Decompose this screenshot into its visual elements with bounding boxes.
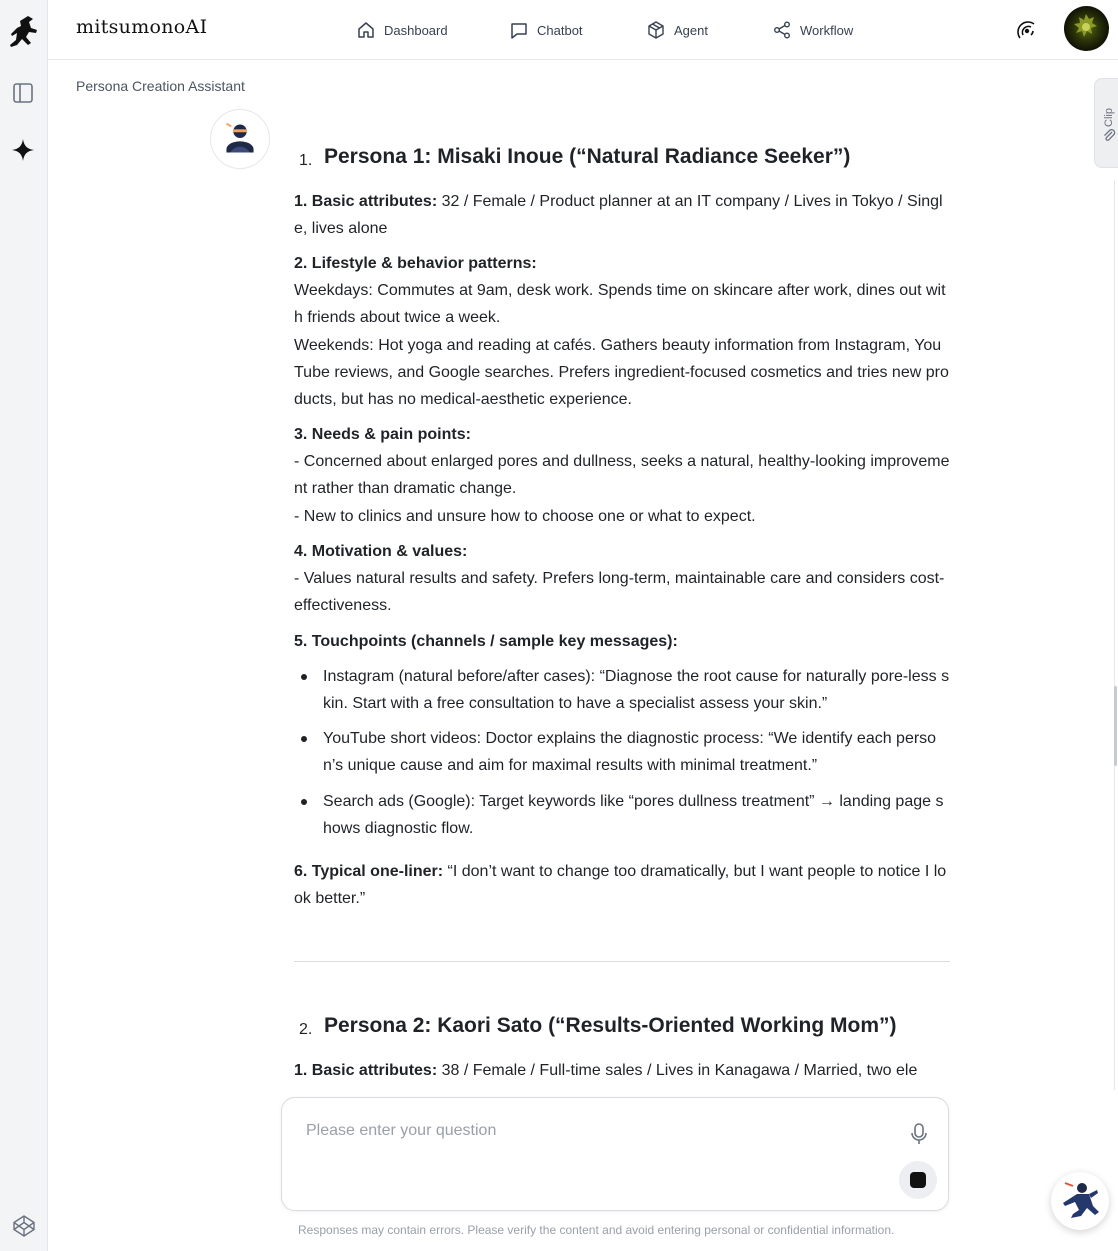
persona-number: 2. — [299, 1021, 313, 1038]
ninja-assistant-icon — [211, 110, 269, 168]
motivation-label — [294, 538, 950, 565]
needs-item: - Concerned about enlarged pores and dullness, seeks a natural, healthy-looking improvement rather than dramatic change. — [294, 453, 950, 498]
motivation-item: - Values natural results and safety. Prefers long-term, maintainable care and considers cost-effectiveness. — [294, 570, 945, 615]
question-input-placeholder[interactable]: Please enter your question — [306, 1122, 497, 1139]
divider — [294, 961, 950, 962]
ninja-mascot-icon — [1051, 1172, 1109, 1230]
section-label: 2. Lifestyle & behavior patterns: — [294, 255, 537, 272]
user-avatar[interactable] — [1064, 6, 1109, 51]
sparkle-icon[interactable] — [11, 138, 35, 162]
left-rail — [0, 0, 48, 1251]
sidebar-toggle-icon[interactable] — [12, 82, 34, 104]
home-icon — [356, 20, 376, 40]
nav-chatbot-label: Chatbot — [537, 22, 583, 38]
nav-agent-label: Agent — [674, 22, 708, 38]
bullet-dot — [301, 674, 307, 680]
nav-chatbot[interactable] — [509, 0, 583, 60]
assistant-avatar — [210, 109, 270, 169]
avatar-figure-icon — [1064, 6, 1109, 51]
share-nodes-icon — [772, 20, 792, 40]
ninja-logo-icon[interactable] — [8, 14, 40, 50]
stop-icon — [910, 1172, 926, 1188]
lifestyle-weekends: Weekends: Hot yoga and reading at cafés. Gathers beauty information from Instagram, YouTube reviews, and Google searches. Prefers ingredient-focused cosmetics and tries new products, but has no medical-aesthetic experience. — [294, 337, 949, 409]
microphone-icon[interactable] — [908, 1122, 930, 1146]
section-label: 3. Needs & pain points: — [294, 426, 471, 443]
clip-label: Clip — [1103, 108, 1115, 127]
lifestyle-weekdays: Weekdays: Commutes at 9am, desk work. Spends time on skincare after work, dines out with friends about twice a week. — [294, 282, 946, 327]
nav-dashboard[interactable] — [356, 0, 448, 60]
list-item: Search ads (Google): Target keywords like “pores dullness treatment” → landing page shows diagnostic flow. — [323, 793, 944, 838]
assistant-fab-button[interactable] — [1051, 1172, 1109, 1230]
nav-workflow[interactable] — [772, 0, 853, 60]
typical-one-liner — [294, 858, 950, 912]
persona-number: 1. — [299, 152, 313, 169]
needs-item: - New to clinics and unsure how to choose one or what to expect. — [294, 508, 756, 525]
broadcast-icon[interactable] — [1014, 16, 1042, 44]
basic-attributes — [294, 188, 950, 242]
chat-bubble-icon — [509, 20, 529, 40]
basic-attributes — [294, 1057, 950, 1084]
paperclip-icon — [1102, 129, 1116, 143]
cube-icon — [646, 20, 666, 40]
breadcrumb: Persona Creation Assistant — [76, 78, 245, 94]
codepen-icon[interactable] — [12, 1214, 36, 1238]
bullet-dot — [301, 799, 307, 805]
touchpoints-label — [294, 628, 950, 655]
section-text: 32 / Female / Product planner at an IT company / Lives in Tokyo / Single, lives alone — [294, 193, 943, 238]
clip-tab[interactable] — [1094, 78, 1118, 168]
persona-title: Persona 1: Misaki Inoue (“Natural Radiance Seeker”) — [324, 145, 851, 168]
nav-dashboard-label: Dashboard — [384, 22, 448, 38]
brand-name[interactable]: mitsumonoAI — [76, 16, 208, 38]
section-label: 1. Basic attributes: — [294, 193, 438, 210]
top-header — [48, 0, 1118, 60]
nav-workflow-label: Workflow — [800, 22, 854, 38]
section-label: 5. Touchpoints (channels / sample key messages): — [294, 633, 678, 650]
lifestyle-label — [294, 250, 950, 277]
section-label: 1. Basic attributes: — [294, 1062, 438, 1079]
list-item: Instagram (natural before/after cases): “Diagnose the root cause for naturally pore-less skin. Start with a free consultation to have a specialist assess your skin.” — [323, 668, 950, 713]
persona-title: Persona 2: Kaori Sato (“Results-Oriented Working Mom”) — [324, 1014, 897, 1037]
chat-input-box[interactable] — [281, 1097, 949, 1211]
section-label: 6. Typical one-liner: — [294, 863, 444, 880]
scroll-track — [1114, 180, 1115, 1090]
section-label: 4. Motivation & values: — [294, 543, 468, 560]
scrollbar-thumb[interactable] — [1114, 686, 1117, 766]
section-text: 38 / Female / Full-time sales / Lives in Kanagawa / Married, two ele — [437, 1062, 918, 1079]
needs-label — [294, 421, 950, 448]
stop-button[interactable] — [899, 1161, 937, 1199]
disclaimer-text: Responses may contain errors. Please verify the content and avoid entering personal or confidential information. — [298, 1223, 895, 1237]
list-item: YouTube short videos: Doctor explains the diagnostic process: “We identify each person’s unique cause and aim for maximal results with minimal treatment.” — [323, 730, 937, 775]
nav-agent[interactable] — [646, 0, 708, 60]
section-text: “I don’t want to change too dramatically, but I want people to notice I look better.” — [294, 863, 947, 908]
bullet-dot — [301, 736, 307, 742]
